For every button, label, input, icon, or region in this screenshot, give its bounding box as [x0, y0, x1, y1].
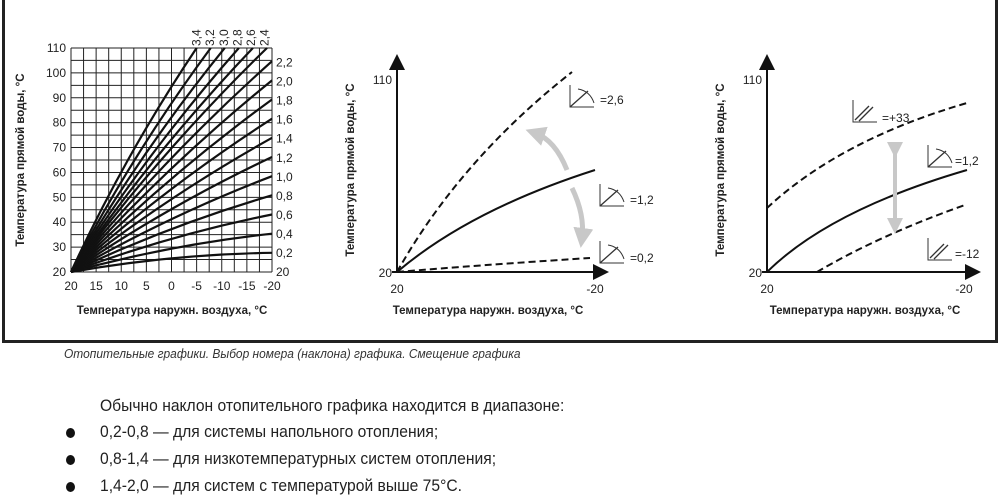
series-shift-minus: [817, 205, 965, 272]
slope-label: 0,8: [276, 188, 293, 203]
slope-icon: [928, 145, 952, 167]
slope-label: 3,0: [216, 29, 231, 46]
slope-label: 0,2: [276, 245, 293, 260]
slope-label: 2,4: [257, 29, 272, 46]
series-label: =1,2: [630, 193, 654, 207]
arc-glyph: [608, 245, 624, 259]
series-0-2: [397, 258, 590, 272]
x-tick: 20: [760, 282, 774, 296]
slope-label: 1,0: [276, 169, 293, 184]
right-slope-labels: [276, 56, 293, 279]
y-tick: 110: [742, 73, 762, 87]
parallel-shift-icon: [928, 238, 952, 260]
y-tick: 40: [52, 215, 66, 230]
y-axis-label: Температура прямой воды, °C: [715, 83, 727, 257]
bullet-icon: [66, 428, 75, 438]
slope-glyph: [570, 91, 588, 107]
slope-label: 3,2: [203, 29, 218, 46]
slope-icon: [570, 85, 594, 107]
x-tick: 0: [168, 279, 175, 293]
x-tick: 20: [64, 279, 78, 293]
y-axis-label: Температура прямой воды, °C: [15, 73, 27, 247]
slope-glyph: [928, 151, 946, 167]
x-tick: 20: [390, 282, 404, 296]
x-axis-label: Температура наружн. воздуха, °C: [392, 305, 584, 317]
slope-label: 0,4: [276, 226, 293, 241]
bullet-icon: [66, 455, 75, 465]
series-label: =-12: [955, 247, 980, 261]
arrow-down-icon: [572, 188, 583, 238]
y-tick: 110: [372, 73, 392, 87]
y-tick: 50: [52, 190, 66, 205]
series-label: =0,2: [630, 251, 654, 265]
slope-label: 1,8: [276, 93, 293, 108]
chart-shift: [715, 58, 980, 317]
arrow-up-icon: [535, 133, 567, 170]
series-label: =+33: [882, 111, 910, 125]
slope-label: 1,2: [276, 150, 293, 165]
x-axis-label: Температура наружн. воздуха, °C: [769, 305, 961, 317]
x-tick: -20: [955, 282, 973, 296]
top-slope-labels: [190, 29, 272, 46]
slope-label: 20: [276, 265, 290, 279]
slope-label: 0,6: [276, 207, 293, 222]
figure-caption: Отопительные графики. Выбор номера (наклона) графика. Смещение графика: [64, 346, 521, 361]
parallel-shift-icon: [853, 100, 877, 122]
list-item: 0,8-1,4 — для низкотемпературных систем отопления;: [66, 449, 531, 469]
x-tick: 15: [89, 279, 103, 293]
series-shift-plus: [767, 103, 967, 208]
y-tick: 110: [46, 40, 66, 55]
arc-glyph: [608, 188, 624, 202]
x-tick: -20: [586, 282, 604, 296]
slope-label: 1,4: [276, 131, 293, 146]
x-tick: 5: [143, 279, 150, 293]
bullet-icon: [66, 482, 75, 492]
x-tick: -10: [213, 279, 231, 293]
y-tick: 100: [45, 65, 66, 80]
x-tick: -5: [191, 279, 202, 293]
slope-label: 2,6: [243, 29, 258, 46]
x-tick: -20: [263, 279, 281, 293]
x-axis-label: Температура наружн. воздуха, °C: [76, 305, 268, 317]
slope-glyph: [600, 190, 618, 206]
arc-glyph: [936, 149, 952, 163]
intro-text: Обычно наклон отопительного графика находится в диапазоне:: [100, 396, 565, 415]
slope-label: 2,8: [230, 29, 245, 46]
arc-glyph: [578, 89, 594, 103]
list-item: 0,2-0,8 — для системы напольного отопления;: [66, 422, 468, 442]
y-tick: 90: [52, 90, 66, 105]
list-item: 1,4-2,0 — для систем с температурой выше 75°C.: [66, 476, 493, 496]
series-2-6: [397, 72, 572, 272]
chart-slopes-grid: [15, 29, 293, 317]
slope-icon: [600, 184, 624, 206]
y-tick: 30: [52, 240, 66, 255]
series-label: =1,2: [955, 154, 979, 168]
y-tick-labels: [46, 41, 66, 279]
slope-icon: [600, 241, 624, 263]
series-label: =2,6: [600, 93, 624, 107]
y-tick: 60: [52, 165, 66, 180]
slope-label: 3,4: [189, 29, 204, 46]
y-tick: 20: [52, 265, 66, 279]
x-tick: -15: [238, 279, 256, 293]
slope-glyph: [600, 247, 618, 263]
slope-label: 1,6: [276, 112, 293, 127]
chart-slope-selection: [345, 58, 654, 317]
series-1-2: [397, 170, 595, 272]
x-tick: 10: [114, 279, 128, 293]
y-tick: 80: [52, 115, 66, 130]
slope-label: 2,0: [276, 74, 293, 89]
y-tick: 20: [748, 266, 762, 280]
y-tick: 70: [52, 140, 66, 155]
x-tick-labels: [64, 279, 281, 293]
y-tick: 20: [378, 266, 392, 280]
y-axis-label: Температура прямой воды, °C: [345, 83, 357, 257]
slope-label: 2,2: [276, 55, 293, 70]
